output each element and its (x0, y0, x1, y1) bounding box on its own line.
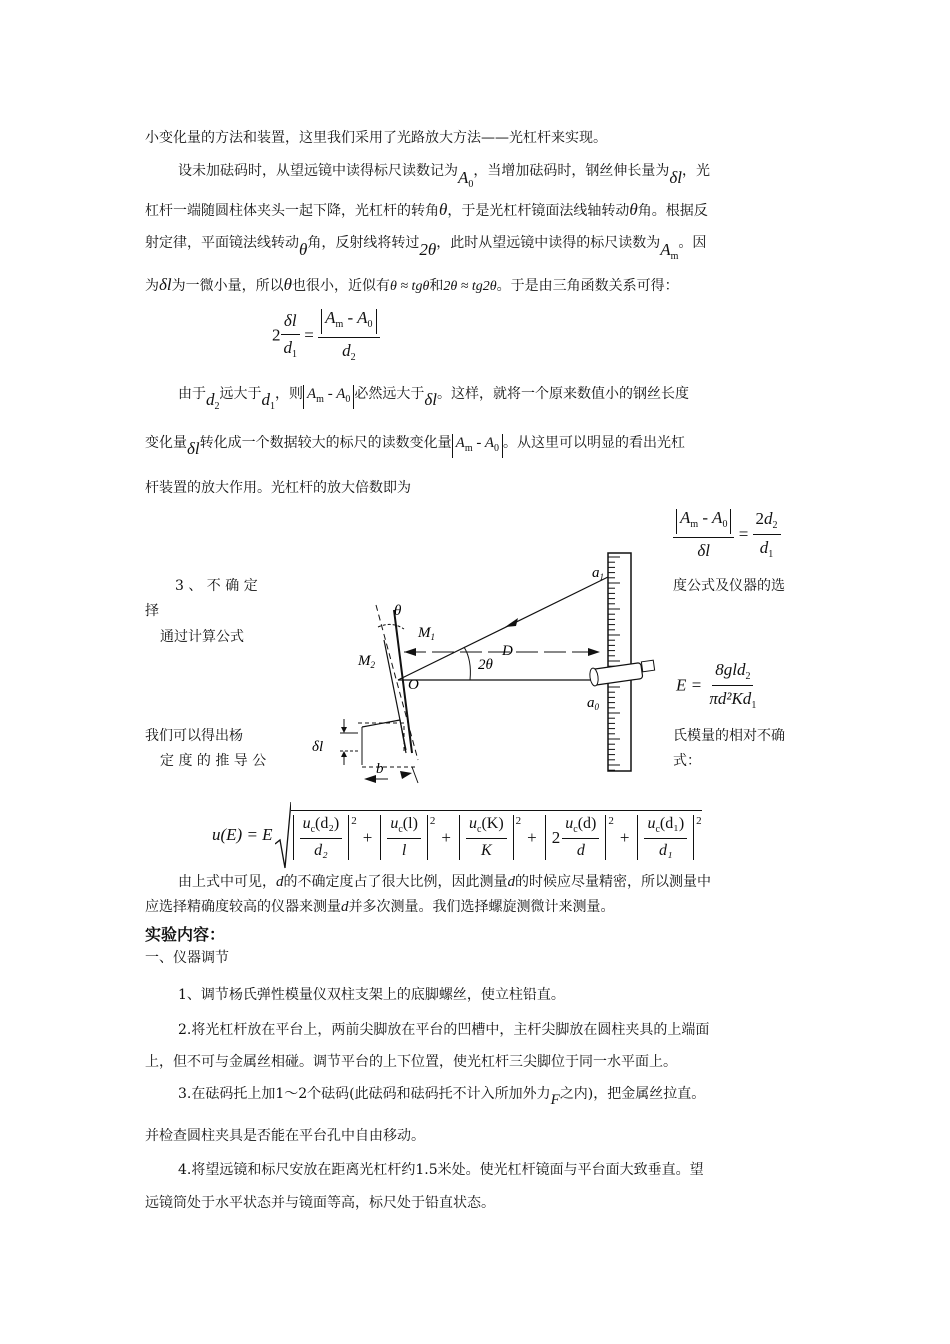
label-b: b (376, 761, 384, 777)
wrap-text: 通过计算公式 (160, 629, 244, 645)
wrap-text: 式： (673, 753, 701, 769)
label-M1: $M_1$ (418, 625, 435, 642)
step-4: 4.将望远镜和标尺安放在距离光杠杆约1.5米处。使光杠杆镜面与平台面大致垂直。望 (178, 1162, 704, 1178)
paragraph-line: 应选择精确度较高的仪器来测量d并多次测量。我们选择螺旋测微计来测量。 (145, 899, 615, 915)
sqrt-sign (275, 800, 291, 870)
equation-lever-relation: 2 $\frac{\delta l}{d_1}$ = $\frac{A_m - A_0}{d_2}$ (272, 308, 380, 363)
symbol-two-theta: 2θ (419, 240, 437, 259)
symbol-theta: θ (439, 200, 448, 219)
step-3-cont: 并检查圆柱夹具是否能在平台孔中自由移动。 (145, 1128, 425, 1144)
paragraph-line: 由于$d_2$远大于$d_1$，则 $A_m - A_0$ 必然远大于δl。这样，就将一个原来数值小的钢丝长度 (178, 386, 689, 412)
uncertainty-term: $\frac{u_c(d_1)}{\text{d₁}}$ (637, 815, 694, 860)
equation-uncertainty: u(E) = E $\frac{u_c(d_2)}{\text{d₂}}$ 2 + $\frac{u_c(l)}{l}$ 2 + $\frac{u_c(K)}{K}$ 2 + 2 $\frac{u_c(d)}{d}$ 2 + $\frac{u_c(d_1)}{\text{d₁}}$ 2 (212, 800, 702, 870)
paragraph-line: 设未加砝码时，从望远镜中读得标尺读数记为$A_0$，当增加砝码时，钢丝伸长量为δl，光 (178, 163, 711, 190)
symbol-delta-l: δl (669, 168, 683, 187)
ray-arrow (505, 618, 518, 627)
symbol-theta: θ (299, 240, 308, 259)
label-two-theta: 2θ (478, 657, 493, 673)
square-exponent: 2 (351, 815, 357, 827)
label-a1: $a_1$ (592, 565, 604, 582)
symbol-theta: θ (629, 200, 638, 219)
scale-ruler (608, 553, 631, 771)
equation-magnification: $\frac{A_m - A_0}{\delta l}$ = $\frac{2d_2}{d_1}$ (673, 508, 781, 561)
square-exponent: 2 (696, 815, 702, 827)
wrap-text: 我们可以得出杨 (145, 728, 243, 744)
plus-sign: + (441, 827, 451, 847)
label-theta: θ (394, 603, 402, 619)
step-2: 2.将光杠杆放在平台上，两前尖脚放在平台的凹槽中，主杆尖脚放在圆柱夹具的上端面 (178, 1022, 710, 1038)
step-4-cont: 远镜筒处于水平状态并与镜面等高，标尺处于铅直状态。 (145, 1195, 495, 1211)
plus-sign: + (619, 827, 630, 847)
wrap-text: 3 、 不 确 定 (175, 578, 258, 594)
step-2-cont: 上，但不可与金属丝相碰。调节平台的上下位置，使光杠杆三尖脚位于同一水平面上。 (145, 1054, 677, 1070)
label-a0: $a_0$ (587, 695, 599, 712)
symbol-A0: $A_0$ (458, 168, 474, 190)
sqrt-content (291, 810, 702, 860)
lever-foot (358, 723, 404, 753)
subsection-title: 一、仪器调节 (145, 950, 229, 966)
optical-lever-diagram (300, 545, 670, 785)
paragraph-line: 变化量δl转化成一个数据较大的标尺的读数变化量 $A_m - A_0$ 。从这里可以明显的看出光杠 (145, 435, 685, 458)
paragraph-line: 射定律，平面镜法线转动θ角，反射线将转过2θ，此时从望远镜中读得的标尺读数为$A_m$。因 (145, 235, 707, 262)
paragraph-line: 杠杆一端随圆柱体夹头一起下降，光杠杆的转角θ，于是光杠杆镜面法线轴转动θ角。根据反 (145, 200, 708, 219)
wrap-text: 定 度 的 推 导 公 (160, 753, 267, 769)
symbol-theta: θ (283, 275, 292, 294)
plus-sign: + (362, 827, 373, 847)
uncertainty-term: $\frac{u_c(d_2)}{\text{d₂}}$ (293, 815, 350, 860)
square-exponent: 2 (608, 815, 614, 827)
uncertainty-term: 2 $\frac{u_c(d)}{d}$ (545, 815, 607, 860)
section-title: 实验内容： (145, 925, 226, 944)
paragraph-line: 小变化量的方法和装置，这里我们采用了光路放大方法——光杠杆来实现。 (145, 130, 607, 146)
approximation-2: 2θ ≈ tg2θ (443, 279, 497, 294)
symbol-delta-l: δl (159, 275, 172, 294)
plus-sign: + (527, 827, 537, 847)
paragraph-line: 为δl为一微小量，所以θ也很小，近似有θ ≈ tgθ和2θ ≈ tg2θ。于是由三角函数关系可得： (145, 275, 679, 294)
wrap-text: 氏模量的相对不确 (673, 728, 785, 744)
square-exponent: 2 (429, 815, 436, 827)
symbol-Am: $A_m$ (660, 240, 679, 262)
step-3: 3.在砝码托上加1～2个砝码(此砝码和砝码托不计入所加外力F之内)，把金属丝拉直。 (178, 1086, 706, 1108)
paragraph-line: 杆装置的放大作用。光杠杆的放大倍数即为 (145, 480, 411, 496)
square-exponent: 2 (515, 815, 522, 827)
uncertainty-term: $\frac{u_c(K)}{K}$ (459, 815, 514, 860)
approximation-1: θ ≈ tgθ (390, 279, 430, 294)
label-O: O (408, 677, 419, 693)
uncertainty-term: $\frac{u_c(l)}{l}$ (380, 815, 428, 860)
wrap-text: 度公式及仪器的选 (673, 578, 785, 594)
wrap-text: 择 (145, 603, 159, 619)
paragraph-line: 由上式中可见，d的不确定度占了很大比例，因此测量d的时候应尽量精密，所以测量中 (178, 874, 711, 890)
equation-youngs-modulus: E = $\frac{8gld_2}{\pi d^2Kd_1}$ (676, 660, 757, 711)
label-D: D (502, 643, 513, 659)
label-M2: $M_2$ (358, 653, 375, 670)
label-delta-l: δl (312, 739, 324, 755)
step-1: 1、调节杨氏弹性模量仪双柱支架上的底脚螺丝，使立柱铅直。 (178, 987, 565, 1003)
